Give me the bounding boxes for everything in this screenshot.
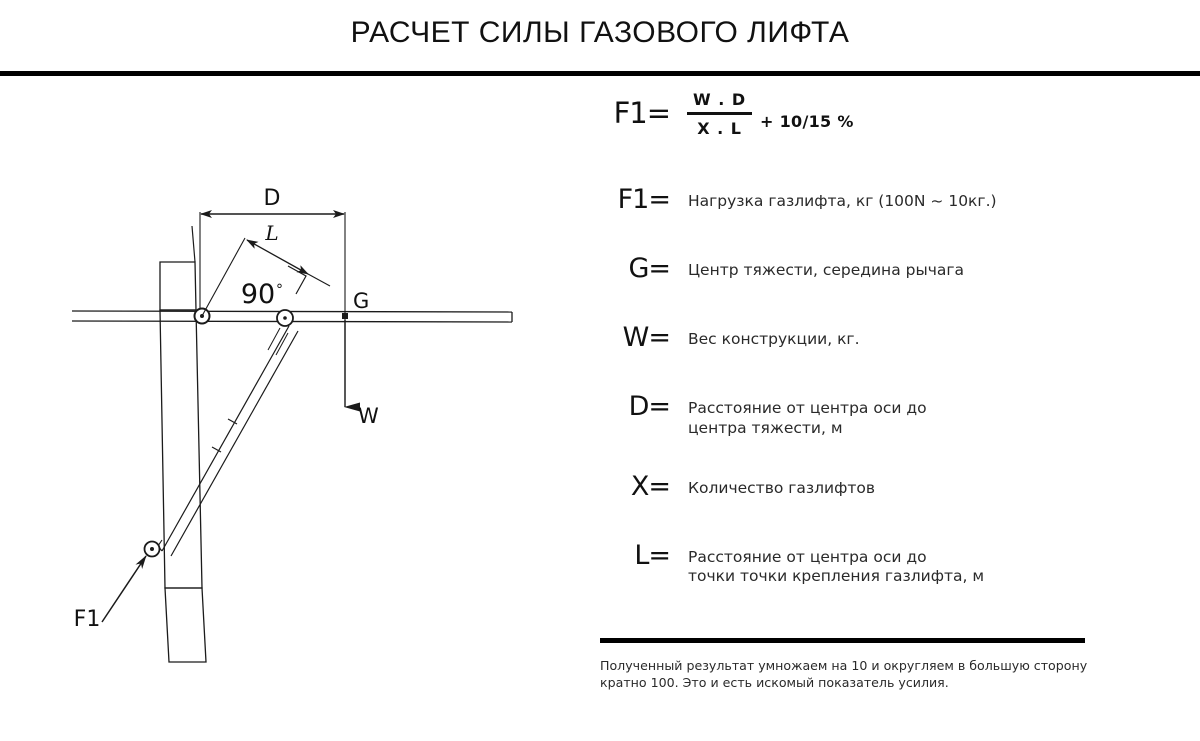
panel-edge-top-extension [192,226,195,262]
legend-description-line1: Вес конструкции, кг. [688,330,860,348]
center-of-gravity [342,289,369,319]
w-label: W [358,404,379,428]
legend-description [688,255,1165,281]
gas-strut-diagram [40,170,560,700]
legend-description-line2: точки точки крепления газлифта, м [688,567,985,586]
f1-arrow-line [102,556,146,622]
l-label: L [265,221,279,245]
legend-symbol: D= [628,391,670,422]
right-angle-square [288,266,306,294]
strut-upper-pivot-center-dot [283,316,287,320]
legend-item-w [565,324,1165,351]
formula-block [565,90,1165,170]
legend-panel [565,90,1165,587]
angle-degree-symbol: ° [276,282,283,298]
footer-note [600,658,1100,692]
formula-suffix: + 10/15 % [760,112,854,131]
legend-symbol: L= [634,539,670,571]
legend-symbol: G= [628,253,670,284]
strut-rod-edge-left [162,326,289,551]
legend-item-l [565,539,1165,588]
panel-body [160,310,202,588]
legend-item-d [565,393,1165,439]
legend-symbol: F1= [617,184,670,215]
footer-divider [600,638,1085,643]
legend-description-line1: Расстояние от центра оси до [688,399,927,417]
force-f1-arrow [74,556,146,632]
g-label: G [353,289,370,313]
legend-description-line1: Расстояние от центра оси до [688,547,927,566]
formula-lhs: F1= [613,96,670,130]
formula-numerator: W . D [693,90,747,109]
strut-lower-pivot-center-dot [150,547,154,551]
legend-description-line1: Центр тяжести, середина рычага [688,261,964,279]
gas-strut [158,326,298,556]
strut-upper-pivot [277,310,293,326]
legend-description [688,542,1165,588]
legend-description [688,186,1165,212]
formula-fraction [687,90,752,138]
legend-symbol: X= [630,470,670,502]
lever-bar-top-edge [72,311,512,312]
legend-description [688,473,1165,499]
g-point-marker [342,313,348,319]
angle-label: 90 [240,279,276,310]
title-divider [0,71,1200,76]
footer-note-line2: кратно 100. Это и есть искомый показатель усилия. [600,674,949,690]
strut-rod-edge-right [171,331,298,556]
legend-symbol: W= [622,322,670,353]
legend-description-line2: центра тяжести, м [688,418,843,437]
legend-item-x [565,470,1165,502]
legend-description-line1: Нагрузка газлифта, кг (100N ~ 10кг.) [688,192,997,210]
legend-item-f1 [565,186,1165,213]
footer-note-line1: Полученный результат умножаем на 10 и округляем в большую сторону [600,658,1088,673]
weight-w-arrow [345,320,379,428]
panel-bottom-box [165,588,206,662]
diagram-svg [40,170,560,700]
cabinet-panel [160,226,206,662]
formula-fraction-bar [687,112,752,115]
l-leader-line [202,238,245,316]
legend-description-line1: Количество газлифтов [688,478,876,497]
l-dimension-arrow [247,240,308,274]
right-angle-marker [241,266,306,310]
panel-top-box [160,262,196,310]
strut-lower-pivot [145,542,160,557]
page-title: РАСЧЕТ СИЛЫ ГАЗОВОГО ЛИФТА [350,16,850,49]
legend-description [688,393,1165,439]
formula-denominator: X . L [697,118,742,138]
legend-item-g [565,255,1165,282]
d-label: D [263,186,281,211]
f1-label: F1 [73,607,101,632]
legend-description [688,324,1165,350]
strut-rod-inner-line [268,328,280,350]
l-extension-line [308,274,330,286]
